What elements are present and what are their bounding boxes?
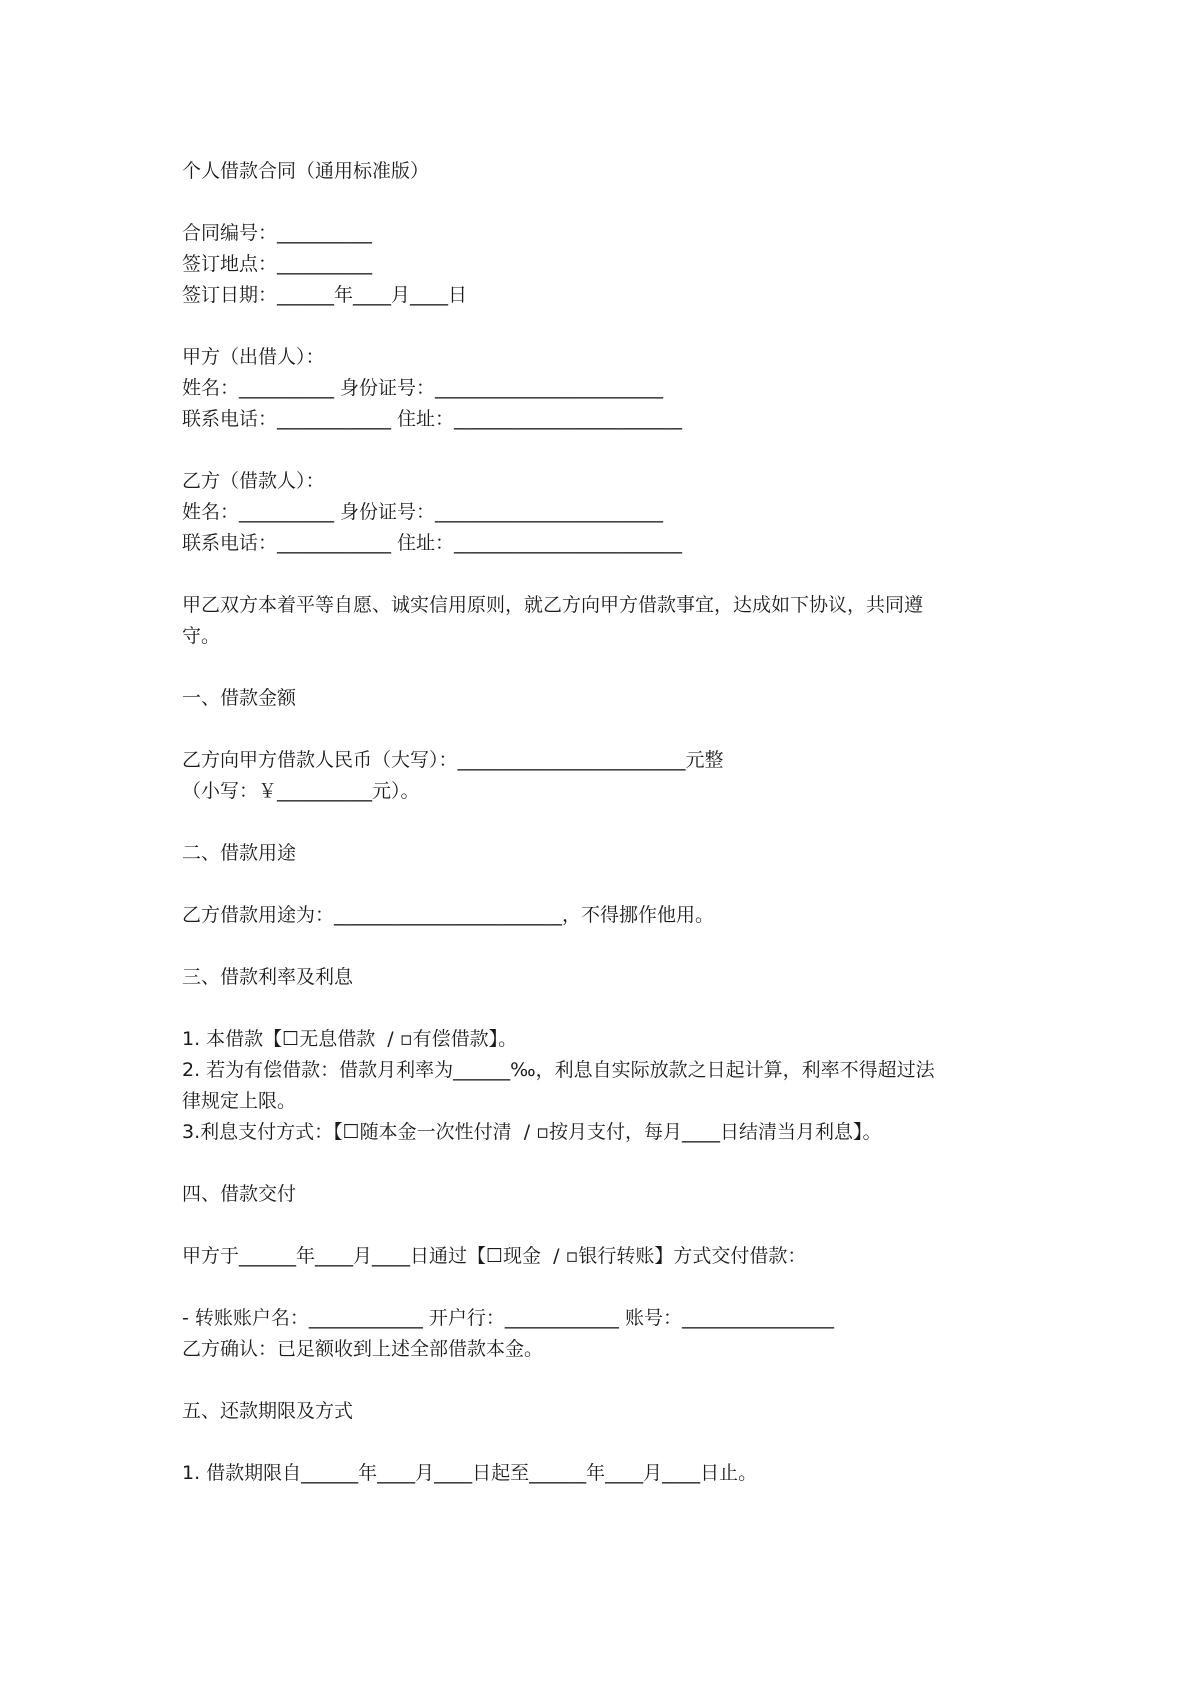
signing-date-line: 签订日期：______年____月____日 <box>182 284 468 306</box>
signing-place-line: 签订地点：__________ <box>182 253 373 275</box>
section-heading-interest: 三、借款利率及利息 <box>182 966 354 988</box>
preamble-line: 守。 <box>182 625 221 647</box>
loan-purpose-line: 乙方借款用途为：________________________，不得挪作他用。 <box>182 904 715 926</box>
interest-clause-1: 1. 本借款【☐无息借款 / ▫有偿借款】。 <box>182 1028 518 1050</box>
party-b-name-id-line: 姓名：__________ 身份证号：________________________ <box>182 501 664 523</box>
party-b-heading: 乙方（借款人）： <box>182 470 325 492</box>
interest-clause-2: 2. 若为有偿借款：借款月利率为______‰，利息自实际放款之日起计算，利率不得超过法 <box>182 1059 935 1081</box>
receipt-confirmation-line: 乙方确认：已足额收到上述全部借款本金。 <box>182 1338 544 1360</box>
delivery-method-line: 甲方于______年____月____日通过【☐现金 / ▫银行转账】方式交付借款： <box>182 1245 807 1267</box>
transfer-account-line: - 转账账户名：____________ 开户行：____________ 账号：________________ <box>182 1307 834 1329</box>
contract-number-line: 合同编号：__________ <box>182 222 373 244</box>
party-a-phone-address-line: 联系电话：____________ 住址：________________________ <box>182 408 683 430</box>
contract-page <box>182 156 1022 1489</box>
section-heading-repayment: 五、还款期限及方式 <box>182 1400 354 1422</box>
party-a-name-id-line: 姓名：__________ 身份证号：________________________ <box>182 377 664 399</box>
loan-amount-figures-line: （小写：￥__________元）。 <box>182 780 420 802</box>
interest-clause-2-continued: 律规定上限。 <box>182 1090 297 1112</box>
party-b-phone-address-line: 联系电话：____________ 住址：________________________ <box>182 532 683 554</box>
loan-amount-words-line: 乙方向甲方借款人民币（大写）：________________________元整 <box>182 749 724 771</box>
party-a-heading: 甲方（出借人）： <box>182 346 325 368</box>
preamble-line: 甲乙双方本着平等自愿、诚实信用原则，就乙方向甲方借款事宜，达成如下协议，共同遵 <box>182 594 924 616</box>
document-title: 个人借款合同（通用标准版） <box>182 160 430 182</box>
section-heading-loan-purpose: 二、借款用途 <box>182 842 297 864</box>
section-heading-loan-amount: 一、借款金额 <box>182 687 297 709</box>
section-heading-delivery: 四、借款交付 <box>182 1183 297 1205</box>
repayment-term-line: 1. 借款期限自______年____月____日起至______年____月____日止。 <box>182 1462 758 1484</box>
interest-clause-3: 3.利息支付方式：【☐随本金一次性付清 / ▫按月支付，每月____日结清当月利息】。 <box>182 1121 882 1143</box>
